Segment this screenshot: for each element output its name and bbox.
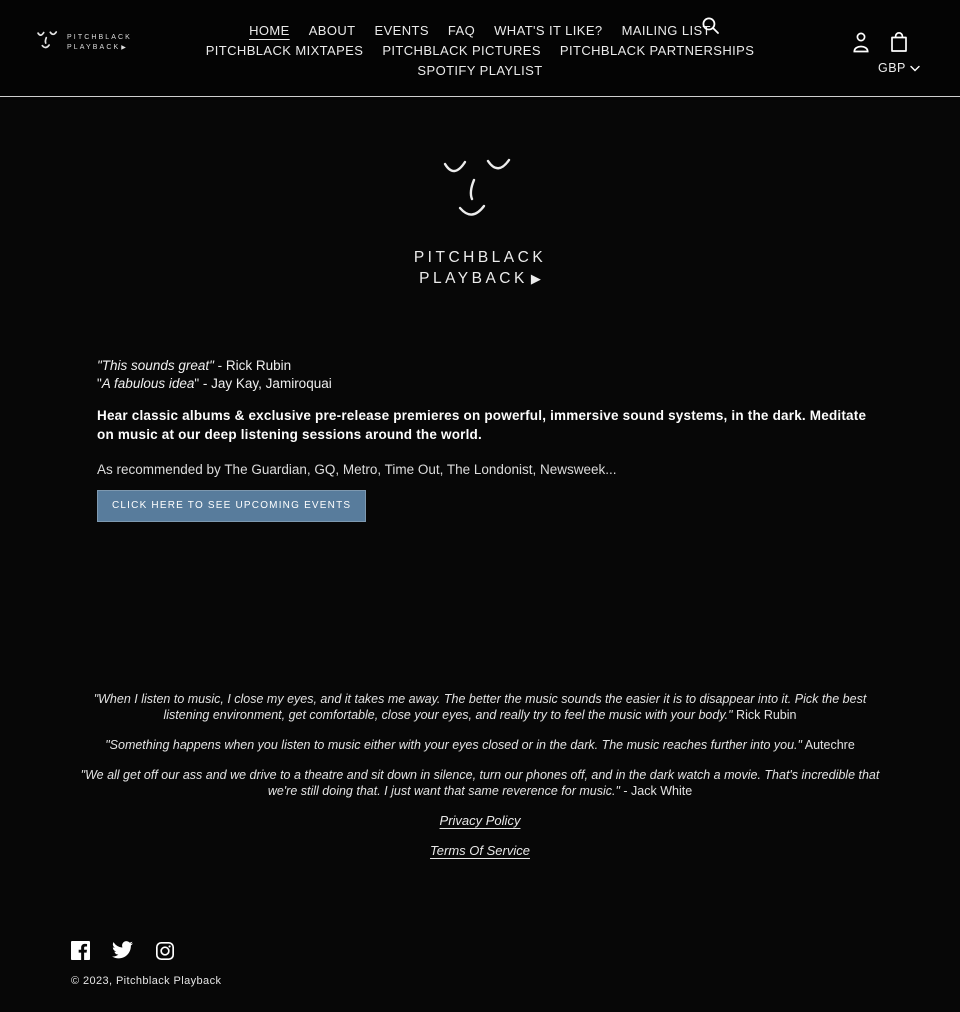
nav-item-pitchblack-mixtapes[interactable]: PITCHBLACK MIXTAPES xyxy=(205,42,364,58)
wordmark-line1: PITCHBLACK xyxy=(413,249,547,266)
testimonial-rick-rubin xyxy=(72,691,888,723)
nav-row-secondary xyxy=(206,40,755,60)
social-links xyxy=(71,941,960,961)
testimonial-attribution: - Jack White xyxy=(619,784,693,798)
nav-item-mailing-list[interactable]: MAILING LIST xyxy=(621,22,711,38)
nav-item-events[interactable]: EVENTS xyxy=(374,22,429,38)
nav-item-about[interactable]: ABOUT xyxy=(308,22,356,38)
main-nav xyxy=(0,20,960,80)
nav-item-pitchblack-pictures[interactable]: PITCHBLACK PICTURES xyxy=(382,42,541,58)
recommended-text: As recommended by The Guardian, GQ, Metro, Time Out, The Londonist, Newsweek... xyxy=(97,462,617,477)
upcoming-events-button[interactable]: CLICK HERE TO SEE UPCOMING EVENTS xyxy=(97,490,366,522)
nav-item-faq[interactable]: FAQ xyxy=(447,22,476,38)
nav-item-whats-it-like[interactable]: WHAT'S IT LIKE? xyxy=(494,22,603,38)
copyright-text: © 2023, Pitchblack Playback xyxy=(71,975,222,987)
header-logo-line1: PITCHBLACK xyxy=(67,33,132,41)
intro-heading: Hear classic albums & exclusive pre-release premieres on powerful, immersive sound systems, in the dark. Meditate on music at our deep listening sessions around the world. xyxy=(97,408,867,442)
intro-section xyxy=(97,357,881,522)
nav-item-spotify-playlist[interactable]: SPOTIFY PLAYLIST xyxy=(417,62,543,78)
cart-icon[interactable] xyxy=(890,31,908,58)
testimonial-attribution: Rick Rubin xyxy=(732,708,797,722)
chevron-down-icon xyxy=(910,65,920,72)
currency-selector[interactable] xyxy=(878,61,920,75)
facebook-icon[interactable] xyxy=(71,941,90,961)
testimonials-section xyxy=(72,691,888,799)
testimonial-autechre xyxy=(72,737,888,753)
account-icon[interactable] xyxy=(853,32,869,58)
currency-label: GBP xyxy=(878,61,906,75)
site-header xyxy=(0,0,960,97)
privacy-policy-link[interactable]: Privacy Policy xyxy=(439,813,521,828)
nav-item-pitchblack-partnerships[interactable]: PITCHBLACK PARTNERSHIPS xyxy=(559,42,755,58)
wordmark-line2: PLAYBACK xyxy=(419,270,528,287)
testimonial-quote: "We all get off our ass and we drive to a theatre and sit down in silence, turn our phones off, and in the dark watch a movie. That's incredible that we're still doing that. I just want that same reverence for music." xyxy=(80,768,880,798)
nav-item-home[interactable]: HOME xyxy=(249,22,290,38)
press-quote-open: " xyxy=(97,376,102,391)
header-logo-line2: PLAYBACK xyxy=(67,43,121,51)
press-quote-text: A fabulous idea xyxy=(101,376,195,391)
press-quote-rick-rubin xyxy=(97,357,881,375)
press-quote-text: "This sounds great" xyxy=(97,358,214,373)
main-content xyxy=(0,153,960,859)
press-quote-jay-kay xyxy=(97,375,881,393)
wordmark-line2-row xyxy=(0,268,960,289)
logo-wordmark xyxy=(0,247,960,289)
instagram-icon[interactable] xyxy=(155,941,175,961)
play-triangle-icon: ▶ xyxy=(121,44,128,51)
search-icon[interactable] xyxy=(701,16,720,38)
site-footer xyxy=(0,941,960,987)
nav-row-primary xyxy=(249,20,711,40)
play-triangle-icon: ▶ xyxy=(530,271,541,286)
testimonial-attribution: Autechre xyxy=(801,738,855,752)
twitter-icon[interactable] xyxy=(112,941,133,961)
testimonial-jack-white xyxy=(72,767,888,799)
nav-row-tertiary xyxy=(417,60,542,80)
testimonial-quote: "Something happens when you listen to music either with your eyes closed or in the dark. The music reaches further into you." xyxy=(105,738,802,752)
legal-links xyxy=(0,813,960,859)
press-quote-attribution: " - Jay Kay, Jamiroquai xyxy=(194,376,332,391)
face-logo-icon xyxy=(438,153,522,241)
testimonial-quote: "When I listen to music, I close my eyes, and it takes me away. The better the music sounds the easier it is to disappear into it. Pick the best listening environment, get comfortable, close your eyes, and really try to feel the music with your body." xyxy=(93,692,867,722)
press-quote-attribution: - Rick Rubin xyxy=(213,358,292,373)
terms-of-service-link[interactable]: Terms Of Service xyxy=(430,843,530,858)
